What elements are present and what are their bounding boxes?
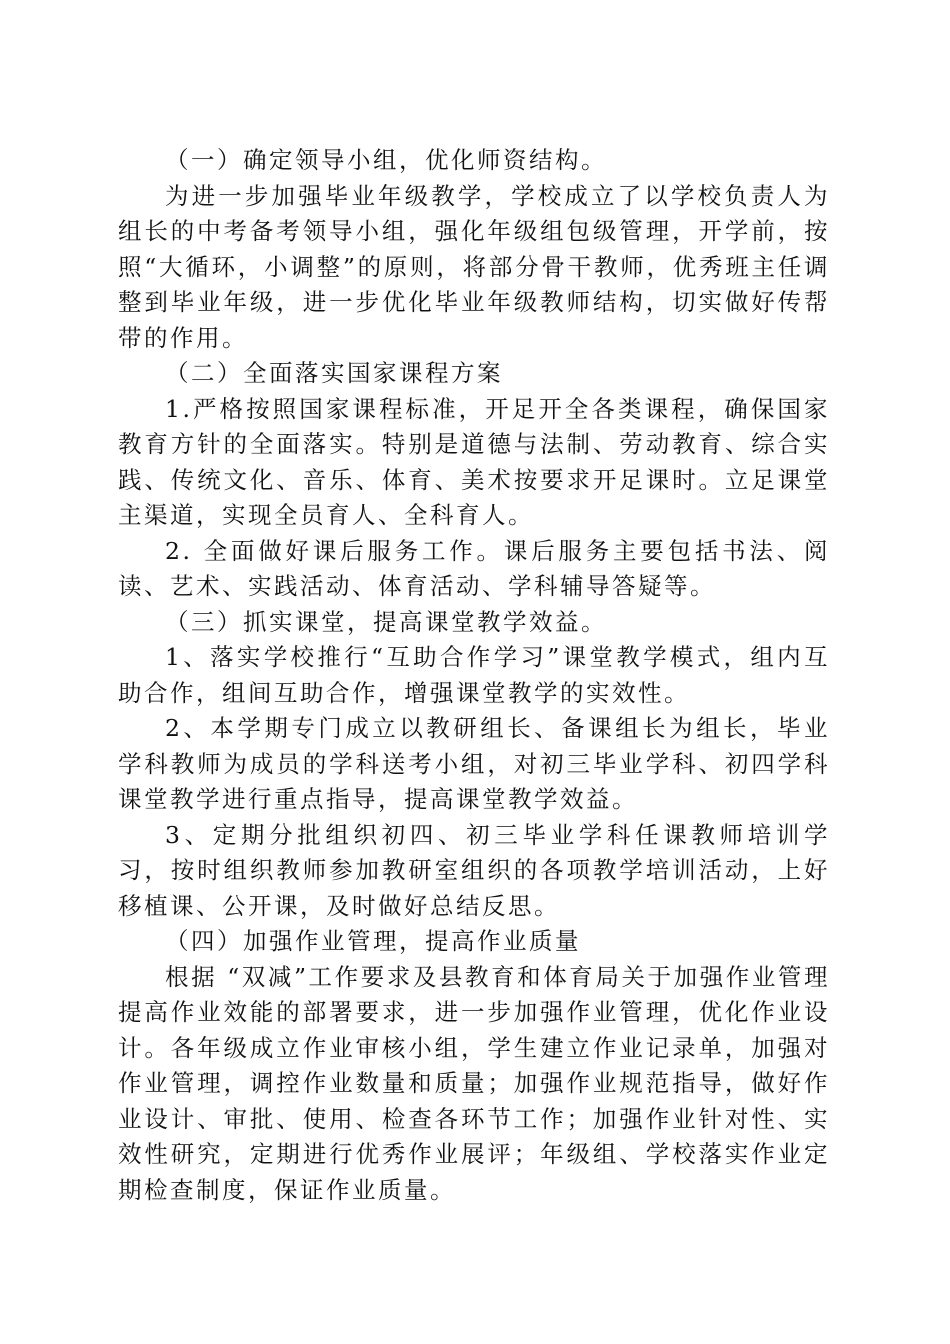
section-4-heading: （四）加强作业管理，提高作业质量	[165, 927, 581, 955]
section-3-paragraph-1: 1、落实学校推行“互助合作学习”课堂教学模式，组内互助合作，组间互助合作，增强课堂教学的实效性。	[118, 643, 830, 707]
document-page	[118, 143, 830, 1208]
section-3-heading: （三）抓实课堂，提高课堂教学效益。	[165, 607, 607, 636]
section-3-paragraph-2: 2、本学期专门成立以教研组长、备课组长为组长，毕业学科教师为成员的学科送考小组，对初三毕业学科、初四学科课堂教学进行重点指导，提高课堂教学效益。	[118, 714, 830, 813]
section-2-heading: （二）全面落实国家课程方案	[165, 359, 503, 387]
section-3-paragraph-3: 3、定期分批组织初四、初三毕业学科任课教师培训学习，按时组织教师参加教研室组织的各项教学培训活动，上好移植课、公开课，及时做好总结反思。	[118, 820, 830, 920]
section-1-heading: （一）确定领导小组，优化师资结构。	[165, 146, 607, 174]
section-1-paragraph-1: 为进一步加强毕业年级教学，学校成立了以学校负责人为组长的中考备考领导小组，强化年级组包级管理，开学前，按照“大循环，小调整”的原则，将部分骨干教师，优秀班主任调整到毕业年级，进一步优化毕业年级教师结构，切实做好传帮带的作用。	[118, 181, 830, 352]
section-2-paragraph-2: 2. 全面做好课后服务工作。课后服务主要包括书法、阅读、艺术、实践活动、体育活动、学科辅导答疑等。	[118, 536, 830, 600]
section-2-paragraph-1: 1.严格按照国家课程标准，开足开全各类课程，确保国家教育方针的全面落实。特别是道德与法制、劳动教育、综合实践、传统文化、音乐、体育、美术按要求开足课时。立足课堂主渠道，实现全员育人、全科育人。	[118, 394, 830, 529]
section-4-paragraph-1: 根据 “双减”工作要求及县教育和体育局关于加强作业管理提高作业效能的部署要求，进一步加强作业管理，优化作业设计。各年级成立作业审核小组，学生建立作业记录单，加强对作业管理，调控作业数量和质量；加强作业规范指导，做好作业设计、审批、使用、检查各环节工作；加强作业针对性、实效性研究，定期进行优秀作业展评；年级组、学校落实作业定期检查制度，保证作业质量。	[118, 962, 830, 1204]
